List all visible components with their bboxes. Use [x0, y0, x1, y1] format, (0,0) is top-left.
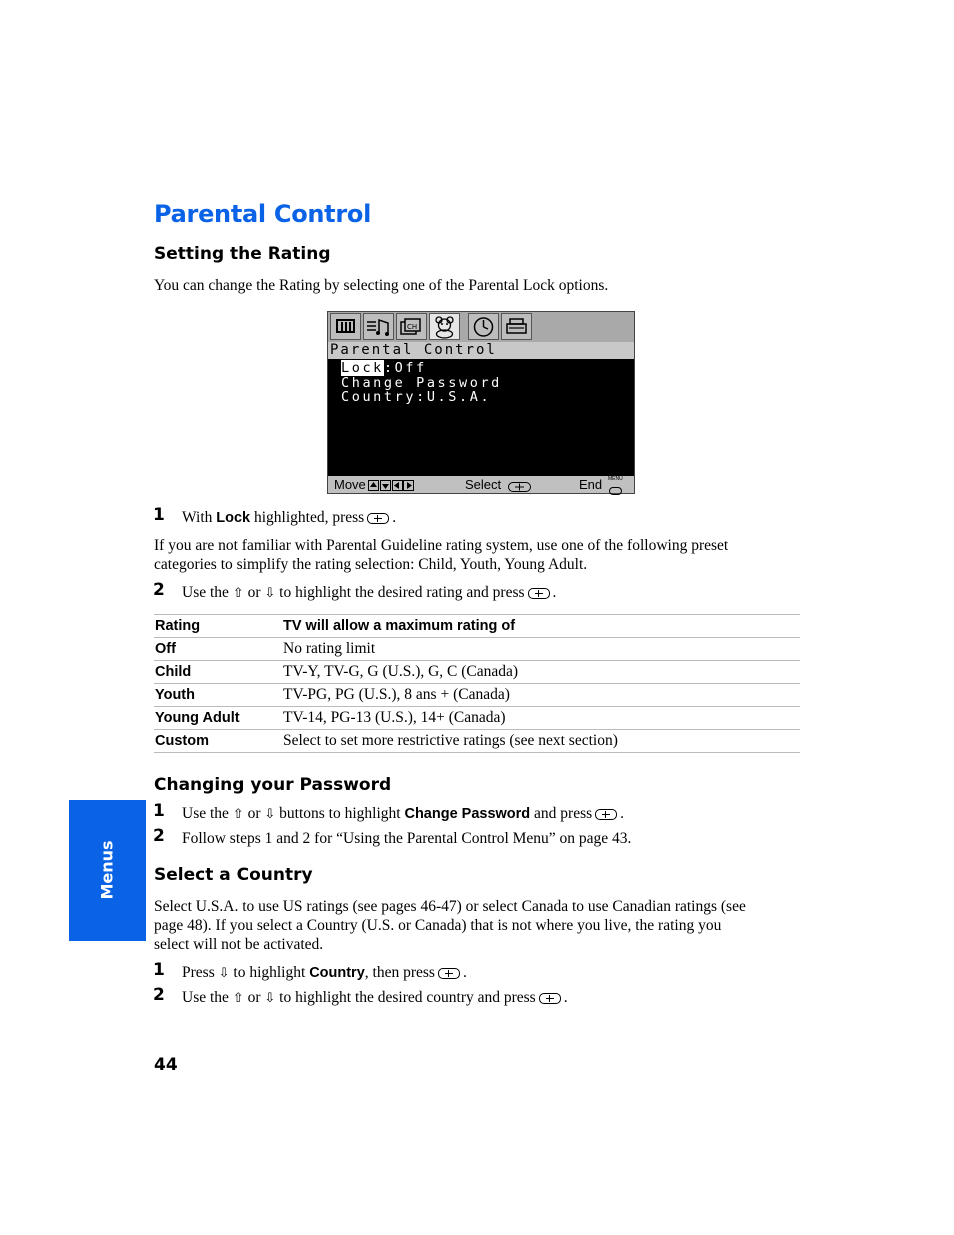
move-arrows-icon [368, 479, 414, 496]
parental-bear-icon [429, 313, 460, 340]
tv-menu-lock-line [341, 361, 427, 376]
step-text [182, 988, 568, 1008]
guideline-text-line2: categories to simplify the rating selection: Child, Youth, Young Adult. [154, 556, 588, 573]
step-text: Follow steps 1 and 2 for “Using the Parental Control Menu” on page 43. [182, 830, 632, 847]
country-text-line3: select will not be activated. [154, 936, 324, 953]
step-text-pre: With [182, 509, 217, 526]
select-key-icon [438, 968, 460, 979]
up-arrow-icon: ⇧ [232, 586, 244, 601]
table-row [154, 661, 800, 684]
step-text-post: to highlight the desired rating and press [279, 584, 525, 601]
step-text-pre: Press [182, 964, 215, 981]
step-number: 2 [153, 580, 165, 600]
down-arrow-icon: ⇩ [218, 966, 230, 981]
rating-name-cell: Child [154, 661, 283, 684]
down-arrow-icon: ⇩ [264, 991, 276, 1006]
audio-icon [363, 313, 394, 340]
rating-name-cell: Youth [154, 684, 283, 707]
country-text-line2: page 48). If you select a Country (U.S. or Canada) that is not where you live, the rating you [154, 917, 722, 934]
section-heading-password: Changing your Password [154, 775, 392, 795]
step-number: 1 [153, 505, 165, 525]
step-text-pre: Use the [182, 805, 229, 822]
guideline-text-line1: If you are not familiar with Parental Guideline rating system, use one of the following preset [154, 537, 729, 554]
select-button-icon [508, 480, 532, 497]
table-header-row [154, 615, 800, 638]
step-text-pre: Use the [182, 584, 229, 601]
rating-name-cell: Custom [154, 730, 283, 753]
step-text-end: . [620, 805, 625, 822]
page-number: 44 [154, 1055, 178, 1075]
channel-icon [396, 313, 427, 340]
side-tab-label: Menus [97, 840, 117, 900]
step-text-post: and press [534, 805, 593, 822]
picture-icon [330, 313, 361, 340]
tv-menu-title: Parental Control [328, 342, 634, 359]
country-text-line1: Select U.S.A. to use US ratings (see pages 46-47) or select Canada to use Canadian ratings (see [154, 898, 746, 915]
select-key-icon [367, 513, 389, 524]
table-row [154, 707, 800, 730]
tv-menu-lock-value: :Off [383, 360, 427, 376]
section-heading-setting-rating: Setting the Rating [154, 244, 331, 264]
step-text-or: or [247, 805, 261, 822]
step-number: 1 [153, 960, 165, 980]
step-text-post: to highlight the desired country and press [279, 989, 536, 1006]
step-text-end: . [462, 964, 467, 981]
intro-text: You can change the Rating by selecting one of the Parental Lock options. [154, 277, 609, 294]
svg-text:CH: CH [407, 323, 418, 331]
step-text-mid: buttons to highlight [279, 805, 401, 822]
step-text-pre: Use the [182, 989, 229, 1006]
rating-desc-cell: No rating limit [283, 638, 800, 661]
tv-menu-change-password: Change Password [341, 375, 502, 391]
rating-desc-cell: TV-14, PG-13 (U.S.), 14+ (Canada) [283, 707, 800, 730]
step-text-mid: to highlight [233, 964, 306, 981]
page-title: Parental Control [154, 200, 372, 228]
step-text-end: . [392, 509, 397, 526]
tv-icon-bar [328, 312, 634, 342]
table-row [154, 638, 800, 661]
select-key-icon [528, 588, 550, 599]
tv-footer-end: End [579, 477, 603, 492]
tv-footer-menu-small: MENU [608, 476, 623, 482]
lock-keyword: Lock [216, 510, 251, 526]
up-arrow-icon: ⇧ [232, 991, 244, 1006]
down-arrow-icon: ⇩ [264, 586, 276, 601]
rating-name-cell: Young Adult [154, 707, 283, 730]
section-side-tab [69, 800, 146, 941]
table-row [154, 684, 800, 707]
step-text-post: highlighted, press [250, 509, 365, 526]
menu-button-icon [609, 483, 623, 500]
timer-clock-icon [468, 313, 499, 340]
step-text [182, 583, 556, 603]
tv-footer-move: Move [334, 477, 366, 492]
step-text-end: . [563, 989, 568, 1006]
tv-menu-footer [328, 476, 634, 493]
step-text [182, 804, 624, 824]
select-key-icon [539, 993, 561, 1004]
rating-desc-cell: TV-PG, PG (U.S.), 8 ans + (Canada) [283, 684, 800, 707]
tv-menu-lock-label: Lock [341, 360, 384, 376]
rating-desc-cell: TV-Y, TV-G, G (U.S.), G, C (Canada) [283, 661, 800, 684]
rating-name-cell: Off [154, 638, 283, 661]
step-text-or: or [247, 584, 261, 601]
table-header-cell: Rating [154, 615, 283, 638]
step-text-end: . [552, 584, 557, 601]
down-arrow-icon: ⇩ [264, 807, 276, 822]
change-password-keyword: Change Password [404, 806, 531, 822]
up-arrow-icon: ⇧ [232, 807, 244, 822]
tv-menu-country: Country:U.S.A. [341, 389, 492, 405]
tv-footer-select: Select [465, 477, 502, 492]
step-text [182, 963, 467, 983]
step-number: 2 [153, 985, 165, 1005]
step-text-post: , then press [364, 964, 435, 981]
country-keyword: Country [309, 965, 365, 981]
setup-icon [501, 313, 532, 340]
section-heading-country: Select a Country [154, 865, 313, 885]
step-text-or: or [247, 989, 261, 1006]
tv-menu-screenshot [327, 311, 635, 494]
table-row [154, 730, 800, 753]
select-key-icon [595, 809, 617, 820]
rating-desc-cell: Select to set more restrictive ratings (see next section) [283, 730, 800, 753]
step-number: 1 [153, 801, 165, 821]
step-text [182, 508, 396, 528]
table-header-cell: TV will allow a maximum rating of [283, 615, 800, 638]
rating-table [154, 614, 800, 753]
step-number: 2 [153, 826, 165, 846]
